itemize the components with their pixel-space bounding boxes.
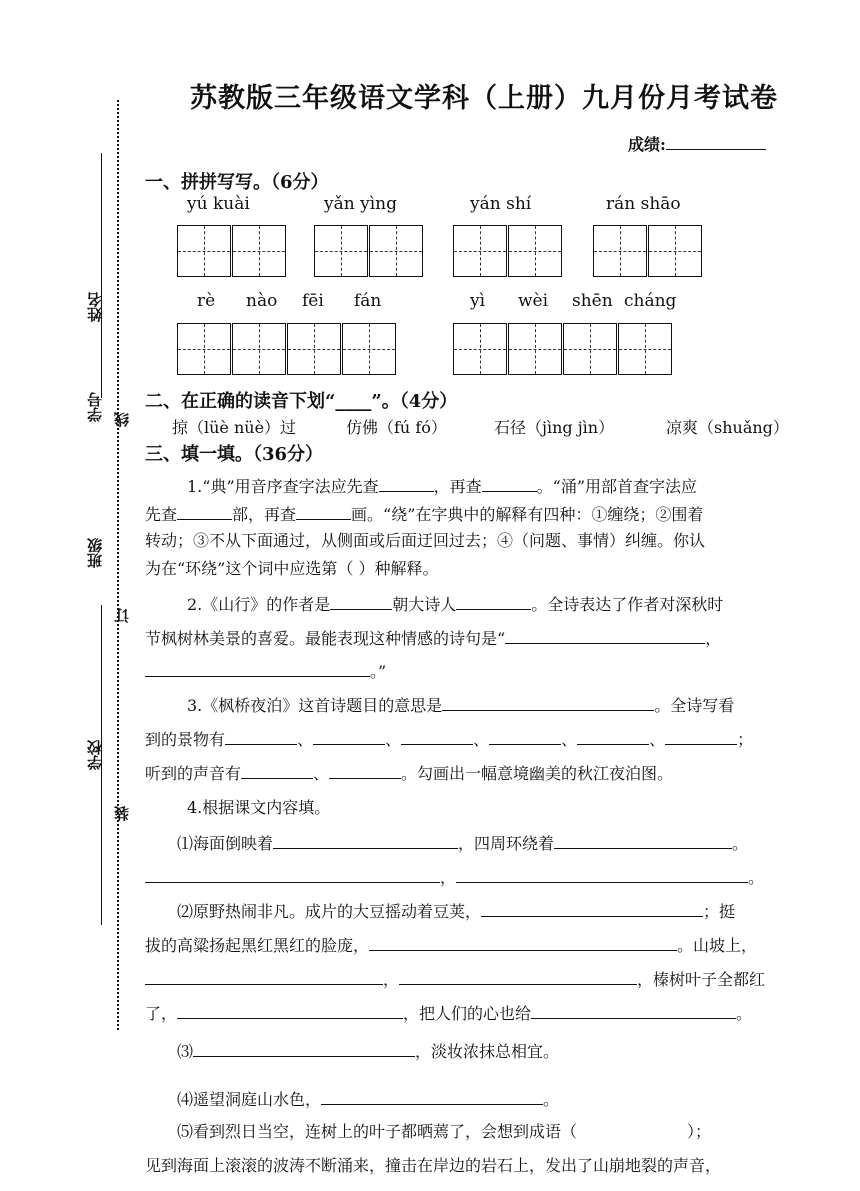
q2-text: 节枫树林美景的喜爱。最能表现这种情感的诗句是“ xyxy=(145,629,506,648)
q3-text: 。全诗写看 xyxy=(654,696,735,715)
pinyin-5d: fán xyxy=(354,291,382,311)
section2-heading: 二、在正确的读音下划“____”。（4分） xyxy=(145,391,458,412)
writing-grid-4[interactable] xyxy=(593,225,703,277)
binding-school-label: 学校 xyxy=(86,740,104,770)
q1-text: 先查 xyxy=(145,505,178,524)
page-title: 苏教版三年级语文学科（上册）九月份月考试卷 xyxy=(190,83,778,114)
score-blank[interactable] xyxy=(666,135,766,150)
answer-blank[interactable] xyxy=(554,832,732,849)
score-field xyxy=(628,132,766,155)
q2-text: 2.《山行》的作者是 xyxy=(187,595,331,614)
q2-text: 朝大诗人 xyxy=(392,595,457,614)
char-cell[interactable] xyxy=(508,323,562,375)
q4-text: ，淡妆浓抹总相宜。 xyxy=(415,1042,560,1061)
char-cell[interactable] xyxy=(369,225,423,277)
q3-sep: 、 xyxy=(313,764,330,783)
answer-blank[interactable] xyxy=(531,1002,736,1019)
char-cell[interactable] xyxy=(232,323,286,375)
section3-heading: 三、填一填。（36分） xyxy=(145,444,324,465)
q2-text: 。” xyxy=(370,662,387,681)
writing-grid-6[interactable] xyxy=(453,323,673,375)
q3-text: 到的景物有 xyxy=(145,730,226,749)
q1-line3: 转动；③不从下面通过，从侧面或后面迂回过去；④（问题、事情）纠缠。你认 xyxy=(145,531,706,550)
answer-blank[interactable] xyxy=(313,728,385,745)
q3-sep: 、 xyxy=(649,730,666,749)
q1-text: 。“涌”用部首查字法应 xyxy=(536,477,698,496)
q4-p2-line4 xyxy=(145,1002,795,1024)
answer-blank[interactable] xyxy=(145,660,370,677)
q4-text: ；挺 xyxy=(703,902,736,921)
binding-class-label: 班级 xyxy=(86,538,104,568)
q3-sep: 、 xyxy=(297,730,314,749)
q4-text: ⑴海面倒映着 xyxy=(177,834,274,853)
q3-line1 xyxy=(145,694,837,716)
answer-blank[interactable] xyxy=(273,832,458,849)
q4-text: 。 xyxy=(543,1090,560,1109)
char-cell[interactable] xyxy=(232,225,286,277)
answer-blank[interactable] xyxy=(379,475,434,492)
q2-line3 xyxy=(145,660,795,682)
answer-blank[interactable] xyxy=(145,866,440,883)
q4-text: ）； xyxy=(687,1122,712,1141)
binding-rule-top xyxy=(101,153,102,398)
q4-text: 了， xyxy=(145,1004,178,1023)
answer-blank[interactable] xyxy=(321,1088,543,1105)
char-cell[interactable] xyxy=(563,323,617,375)
char-cell[interactable] xyxy=(648,225,702,277)
q1-line4: 为在“环绕”这个词中应选第（ ）种解释。 xyxy=(145,559,439,578)
answer-blank[interactable] xyxy=(193,1040,415,1057)
q2-text: ， xyxy=(705,629,722,648)
binding-zhuang-label: 装 xyxy=(113,806,131,821)
writing-grid-5[interactable] xyxy=(177,323,397,375)
q1-line1 xyxy=(145,475,837,497)
q4-text: ，把人们的心也给 xyxy=(403,1004,532,1023)
q4-sep: ， xyxy=(383,970,400,989)
q4-p5-line1 xyxy=(145,1122,827,1142)
q2-text: 。全诗表达了作者对深秋时 xyxy=(531,595,724,614)
q4-text: 拔的高粱扬起黑红黑红的脸庞， xyxy=(145,936,370,955)
q4-intro-text: 4.根据课文内容填。 xyxy=(187,798,331,817)
reading-item-3: 石径（jìng jìn） xyxy=(494,418,615,437)
pinyin-6a: yì xyxy=(470,291,486,311)
q4-text: ⑸看到烈日当空，连树上的叶子都晒蔫了，会想到成语（ xyxy=(177,1122,578,1141)
q1-text: 部，再查 xyxy=(232,505,297,524)
char-cell[interactable] xyxy=(287,323,341,375)
q4-intro xyxy=(145,798,837,818)
q3-text: 3.《枫桥夜泊》这首诗题目的意思是 xyxy=(187,696,443,715)
q1-text: 1.“典”用音序查字法应先查 xyxy=(187,477,379,496)
char-cell[interactable] xyxy=(453,323,507,375)
pinyin-2: yǎn yìng xyxy=(324,194,397,214)
writing-grid-2[interactable] xyxy=(314,225,424,277)
q3-text: ； xyxy=(737,730,754,749)
binding-ding-label: 订 xyxy=(113,608,131,623)
pinyin-1: yú kuài xyxy=(187,194,250,214)
answer-blank[interactable] xyxy=(225,728,297,745)
pinyin-5c: fēi xyxy=(302,291,324,311)
q4-sep: ， xyxy=(440,868,457,887)
q3-text: 。勾画出一幅意境幽美的秋江夜泊图。 xyxy=(401,764,674,783)
reading-item-2: 仿佛（fú fó） xyxy=(346,418,447,437)
answer-blank[interactable] xyxy=(489,728,561,745)
q4-p2-line3 xyxy=(145,968,795,990)
q4-text: ，榛树叶子全都红 xyxy=(637,970,766,989)
q1-text: 画。“绕”在字典中的解释有四种：①缠绕；②围着 xyxy=(351,505,704,524)
pinyin-4: rán shāo xyxy=(606,194,681,214)
q2-line2 xyxy=(145,627,795,649)
char-cell[interactable] xyxy=(508,225,562,277)
binding-xian-label: 线 xyxy=(113,412,131,427)
q3-sep: 、 xyxy=(473,730,490,749)
answer-blank[interactable] xyxy=(145,968,383,985)
reading-item-1: 掠（lüè nüè）过 xyxy=(172,418,297,437)
reading-item-4: 凉爽（shuǎng） xyxy=(666,418,789,437)
q4-p4 xyxy=(145,1088,827,1110)
q3-sep: 、 xyxy=(561,730,578,749)
score-label: 成绩: xyxy=(628,135,666,154)
q4-p5-line2: 见到海面上滚滚的波涛不断涌来，撞击在岸边的岩石上，发出了山崩地裂的声音， xyxy=(145,1156,722,1175)
q1-text: ，再查 xyxy=(433,477,482,496)
q4-text: 。 xyxy=(732,834,749,853)
q4-text: 。山坡上， xyxy=(677,936,758,955)
answer-blank[interactable] xyxy=(442,694,654,711)
q4-p2-line1 xyxy=(145,900,827,922)
answer-blank[interactable] xyxy=(177,1002,403,1019)
pinyin-6b: wèi xyxy=(518,291,549,311)
q4-text: 。 xyxy=(748,868,765,887)
answer-blank[interactable] xyxy=(369,934,677,951)
q4-p3 xyxy=(145,1040,827,1062)
pinyin-6d: cháng xyxy=(624,291,677,311)
answer-blank[interactable] xyxy=(330,593,392,610)
char-cell[interactable] xyxy=(593,225,647,277)
char-cell[interactable] xyxy=(177,225,231,277)
answer-blank[interactable] xyxy=(241,762,313,779)
q4-text: ⑵原野热闹非凡。成片的大豆摇动着豆荚， xyxy=(177,902,482,921)
answer-blank[interactable] xyxy=(481,900,703,917)
pinyin-6c: shēn xyxy=(572,291,613,311)
writing-grid-1[interactable] xyxy=(177,225,287,277)
q4-text: ⑶ xyxy=(177,1042,194,1061)
answer-blank[interactable] xyxy=(401,728,473,745)
section1-heading: 一、拼拼写写。（6分） xyxy=(145,172,329,193)
q3-line2 xyxy=(145,728,795,750)
binding-name-label: 姓名 xyxy=(86,292,104,322)
char-cell[interactable] xyxy=(618,323,672,375)
answer-blank[interactable] xyxy=(296,503,351,520)
answer-blank[interactable] xyxy=(456,866,748,883)
answer-blank[interactable] xyxy=(577,728,649,745)
writing-grid-3[interactable] xyxy=(453,225,563,277)
q1-line2 xyxy=(145,503,795,525)
pinyin-3: yán shí xyxy=(470,194,532,214)
q4-text: ，四周环绕着 xyxy=(458,834,555,853)
q4-p1-line1 xyxy=(145,832,827,854)
q4-text: ⑷遥望洞庭山水色， xyxy=(177,1090,322,1109)
q3-line3 xyxy=(145,762,795,784)
pinyin-5a: rè xyxy=(197,291,216,311)
answer-blank[interactable] xyxy=(329,762,401,779)
q4-p1-line2 xyxy=(145,866,795,888)
answer-blank[interactable] xyxy=(399,968,637,985)
answer-blank[interactable] xyxy=(456,593,531,610)
pinyin-5b: nào xyxy=(246,291,278,311)
answer-blank[interactable] xyxy=(505,627,705,644)
q3-sep: 、 xyxy=(385,730,402,749)
char-cell[interactable] xyxy=(177,323,231,375)
binding-number-label: 学号 xyxy=(86,392,104,422)
answer-blank[interactable] xyxy=(177,503,232,520)
q3-text: 听到的声音有 xyxy=(145,764,242,783)
answer-blank[interactable] xyxy=(482,475,537,492)
q4-text: 。 xyxy=(736,1004,753,1023)
q4-p2-line2 xyxy=(145,934,795,956)
char-cell[interactable] xyxy=(453,225,507,277)
binding-dotted-line xyxy=(117,100,119,1030)
q2-line1 xyxy=(145,593,837,615)
char-cell[interactable] xyxy=(314,225,368,277)
answer-blank[interactable] xyxy=(665,728,737,745)
char-cell[interactable] xyxy=(342,323,396,375)
